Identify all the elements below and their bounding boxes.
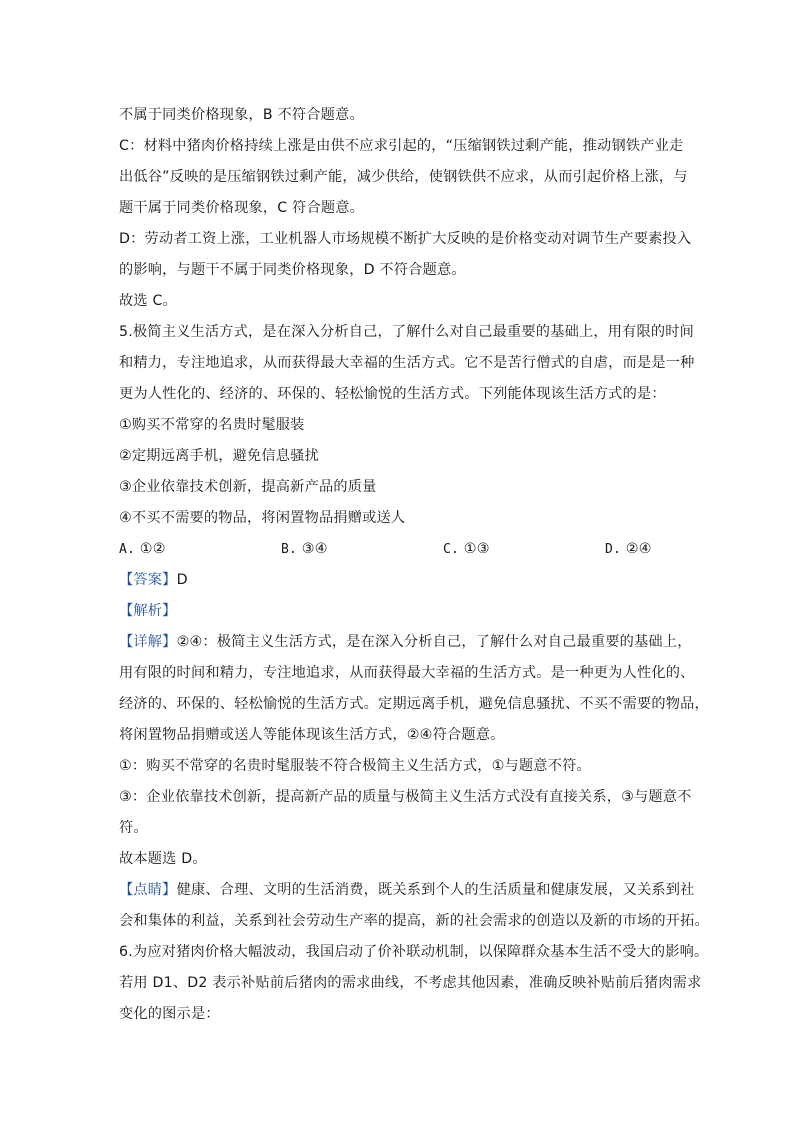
option-a: A. ①② (119, 541, 166, 557)
statement-4: ④不买不需要的物品，将闲置物品捐赠或送人 (119, 510, 406, 526)
answer-options (119, 534, 679, 565)
text-line: 题干属于同类价格现象，C 符合题意。 (119, 200, 365, 216)
text-line: 出低谷”反映的是压缩钢铁过剩产能，减少供给，使钢铁供不应求，从而引起价格上涨，与 (119, 169, 688, 185)
answer-tag: 【答案】 (119, 572, 177, 588)
question-6-stem: 6.为应对猪肉价格大幅波动，我国启动了价补联动机制，以保障群众基本生活不受大的影响。 (119, 944, 709, 960)
detail-line: 将闲置物品捐赠或送人等能体现该生活方式，②④符合题意。 (119, 727, 505, 743)
question-6-stem: 若用 D1、D2 表示补贴前后猪肉的需求曲线，不考虑其他因素，准确反映补贴前后猪肉需求 (119, 975, 702, 991)
detail-line: ①：购买不常穿的名贵时髦服装不符合极简主义生活方式，①与题意不符。 (119, 758, 591, 774)
option-c: C. ①③ (443, 541, 490, 557)
detail-line: 符。 (119, 820, 148, 836)
answer-value: D (176, 572, 188, 588)
detail-line: 【详解】②④：极简主义生活方式，是在深入分析自己，了解什么对自己最重要的基础上， (119, 634, 692, 650)
text-line: 故选 C。 (119, 293, 177, 309)
detail-tag: 【详解】 (119, 634, 177, 650)
comment-line: 【点睛】健康、合理、文明的生活消费，既关系到个人的生活质量和健康发展，又关系到社 (119, 882, 695, 898)
detail-conclusion: 故本题选 D。 (119, 851, 207, 867)
analysis-heading (119, 596, 679, 627)
text-line: C：材料中猪肉价格持续上涨是由供不应求引起的，“压缩钢铁过剩产能，推动钢铁产业走 (119, 138, 684, 154)
statement-1: ①购买不常穿的名贵时髦服装 (119, 417, 305, 433)
text-line: D：劳动者工资上涨，工业机器人市场规模不断扩大反映的是价格变动对调节生产要素投入 (119, 231, 692, 247)
question-5-stem: 更为人性化的、经济的、环保的、轻松愉悦的生活方式。下列能体现该生活方式的是： (119, 386, 666, 402)
detail-line: 用有限的时间和精力，专注地追求，从而获得最大幸福的生活方式。是一种更为人性化的、 (119, 665, 695, 681)
statement-3: ③企业依靠技术创新，提高新产品的质量 (119, 479, 377, 495)
text-line: 不属于同类价格现象，B 不符合题意。 (119, 107, 364, 123)
detail-line: ③：企业依靠技术创新，提高新产品的质量与极简主义生活方式没有直接关系，③与题意不 (119, 789, 692, 805)
detail-line: 经济的、环保的、轻松愉悦的生活方式。定期远离手机，避免信息骚扰、不买不需要的物品， (119, 696, 709, 712)
text-line: 的影响，与题干不属于同类价格现象，D 不符合题意。 (119, 262, 466, 278)
statement-2: ②定期远离手机，避免信息骚扰 (119, 448, 319, 464)
question-5-stem: 和精力，专注地追求，从而获得最大幸福的生活方式。它不是苦行僧式的自虐，而是是一种 (119, 355, 695, 371)
option-d: D. ②④ (605, 541, 652, 557)
comment-line: 会和集体的利益，关系到社会劳动生产率的提高，新的社会需求的创造以及新的市场的开拓。 (119, 913, 709, 929)
question-6-stem: 变化的图示是： (119, 1006, 220, 1022)
analysis-tag: 【解析】 (119, 603, 177, 619)
question-5-stem: 5.极简主义生活方式，是在深入分析自己，了解什么对自己最重要的基础上，用有限的时间 (119, 324, 695, 340)
comment-tag: 【点睛】 (119, 882, 177, 898)
answer-line (119, 565, 679, 596)
document-body (119, 100, 709, 1030)
option-b: B. ③④ (281, 541, 328, 557)
